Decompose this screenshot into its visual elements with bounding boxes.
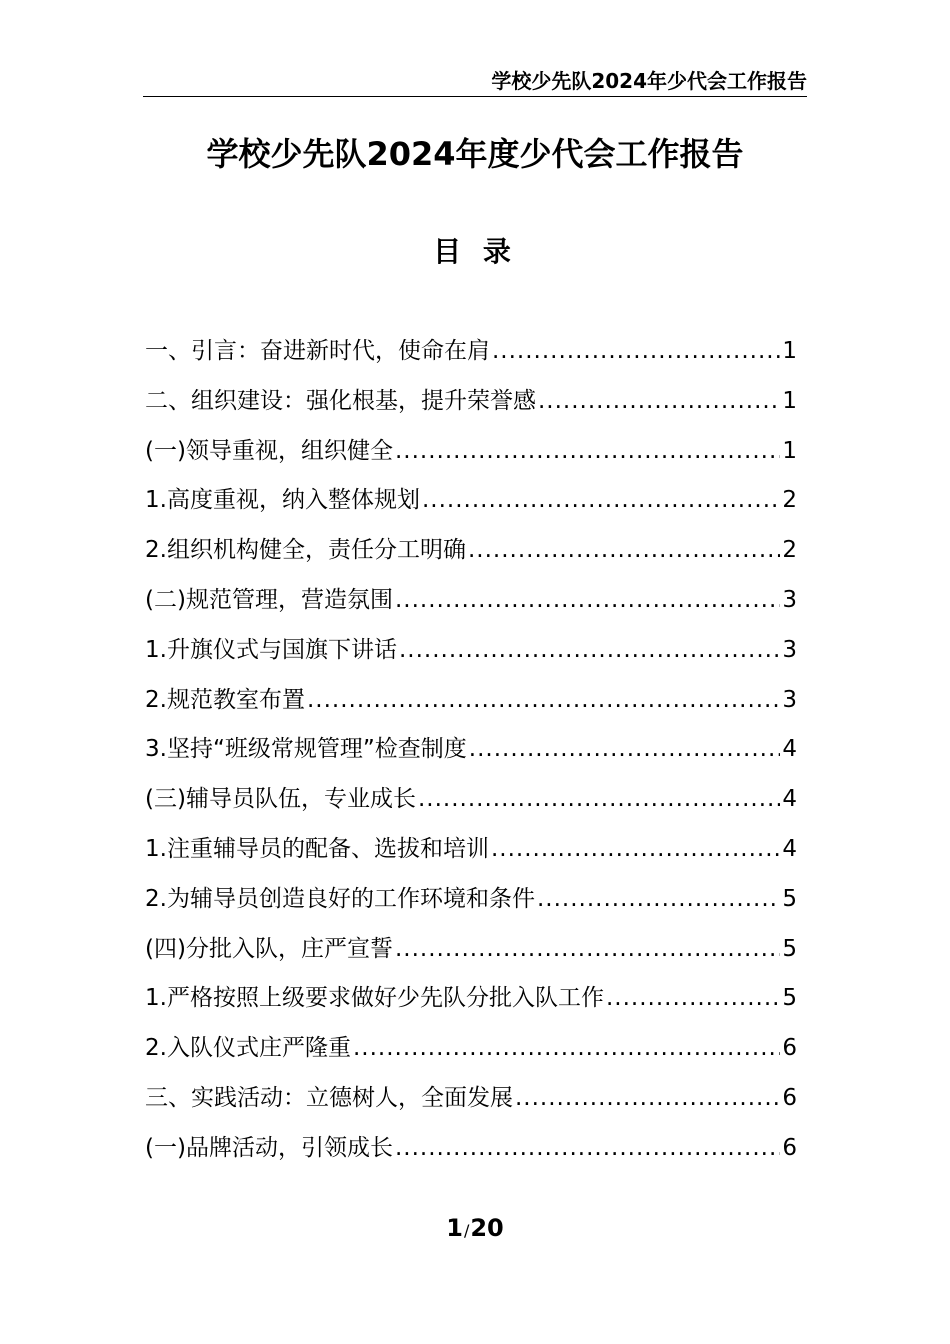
toc-dot-leader: [468, 526, 780, 576]
toc-entry[interactable]: [145, 875, 797, 925]
page-number: [0, 1210, 950, 1246]
toc-entry[interactable]: [145, 676, 797, 726]
toc-entry-title: 1.升旗仪式与国旗下讲话: [145, 636, 397, 663]
toc-entry-page: 2: [782, 487, 797, 514]
toc-entry-page: 1: [782, 338, 797, 364]
toc-entry-page: 6: [782, 1134, 797, 1161]
toc-dot-leader: [395, 1124, 780, 1174]
toc-dot-leader: [538, 377, 780, 427]
toc-entry-title: (二)规范管理，营造氛围: [145, 586, 393, 613]
toc-entry-page: 1: [782, 387, 797, 414]
toc-entry[interactable]: [145, 1024, 797, 1074]
toc-entry-page: 3: [782, 636, 797, 663]
toc-entry-page: 6: [782, 1035, 797, 1062]
toc-entry[interactable]: [145, 1074, 797, 1124]
toc-entry[interactable]: [145, 427, 797, 477]
toc-entry-page: 6: [782, 1084, 797, 1111]
toc-entry-page: 4: [782, 786, 797, 813]
toc-entry-title: 2.规范教室布置: [145, 686, 305, 713]
toc-entry[interactable]: [145, 626, 797, 676]
toc-entry-page: 5: [782, 935, 797, 962]
toc-entry-title: (三)辅导员队伍，专业成长: [145, 786, 416, 813]
toc-dot-leader: [469, 725, 781, 775]
toc-dot-leader: [515, 1074, 780, 1124]
toc-dot-leader: [418, 775, 780, 825]
toc-dot-leader: [353, 1024, 780, 1074]
toc-dot-leader: [492, 327, 780, 377]
toc-entry-title: (一)领导重视，组织健全: [145, 437, 393, 464]
toc-entry[interactable]: [145, 476, 797, 526]
toc-entry-title: 3.坚持“班级常规管理”检查制度: [145, 736, 467, 763]
current-page-number: 1: [446, 1214, 463, 1242]
toc-dot-leader: [537, 875, 780, 925]
toc-dot-leader: [491, 825, 780, 875]
toc-entry-title: 二、组织建设：强化根基，提升荣誉感: [145, 387, 536, 414]
toc-dot-leader: [422, 476, 780, 526]
toc-entry-page: 3: [782, 686, 797, 713]
toc-entry-title: 2.组织机构健全，责任分工明确: [145, 537, 466, 564]
toc-entry-title: 1.严格按照上级要求做好少先队分批入队工作: [145, 985, 604, 1012]
table-of-contents: [145, 327, 797, 1174]
toc-entry-page: 4: [782, 835, 797, 862]
running-header: 学校少先队2024年少代会工作报告: [491, 69, 807, 93]
toc-entry[interactable]: [145, 775, 797, 825]
toc-entry-title: (四)分批入队，庄严宣誓: [145, 935, 393, 962]
toc-entry-page: 2: [782, 537, 797, 564]
toc-entry-page: 1: [782, 437, 797, 464]
toc-entry[interactable]: [145, 925, 797, 975]
toc-entry-page: 5: [782, 985, 797, 1012]
toc-dot-leader: [307, 676, 780, 726]
toc-entry-title: 三、实践活动：立德树人，全面发展: [145, 1084, 513, 1111]
toc-entry[interactable]: [145, 576, 797, 626]
toc-dot-leader: [395, 576, 780, 626]
toc-dot-leader: [606, 974, 780, 1024]
toc-entry-title: 1.高度重视，纳入整体规划: [145, 487, 420, 514]
toc-entry[interactable]: [145, 974, 797, 1024]
total-pages: 20: [470, 1214, 504, 1242]
toc-heading: 目 录: [433, 235, 517, 268]
toc-entry-title: 一、引言：奋进新时代，使命在肩: [145, 338, 490, 364]
page-number-separator: /: [463, 1221, 470, 1240]
header-rule: [143, 96, 807, 97]
toc-entry-title: 2.为辅导员创造良好的工作环境和条件: [145, 885, 535, 912]
toc-entry[interactable]: [145, 526, 797, 576]
toc-entry[interactable]: [145, 725, 797, 775]
toc-dot-leader: [399, 626, 780, 676]
toc-entry[interactable]: [145, 377, 797, 427]
toc-dot-leader: [395, 925, 780, 975]
toc-entry[interactable]: [145, 1124, 797, 1174]
toc-entry-title: 2.入队仪式庄严隆重: [145, 1035, 351, 1062]
toc-entry-title: (一)品牌活动，引领成长: [145, 1134, 393, 1161]
document-title: 学校少先队2024年度少代会工作报告: [206, 135, 744, 173]
toc-entry[interactable]: [145, 327, 797, 377]
toc-entry[interactable]: [145, 825, 797, 875]
toc-entry-page: 4: [782, 736, 797, 763]
toc-entry-page: 3: [782, 586, 797, 613]
toc-entry-page: 5: [782, 885, 797, 912]
toc-dot-leader: [395, 427, 780, 477]
toc-entry-title: 1.注重辅导员的配备、选拔和培训: [145, 835, 489, 862]
